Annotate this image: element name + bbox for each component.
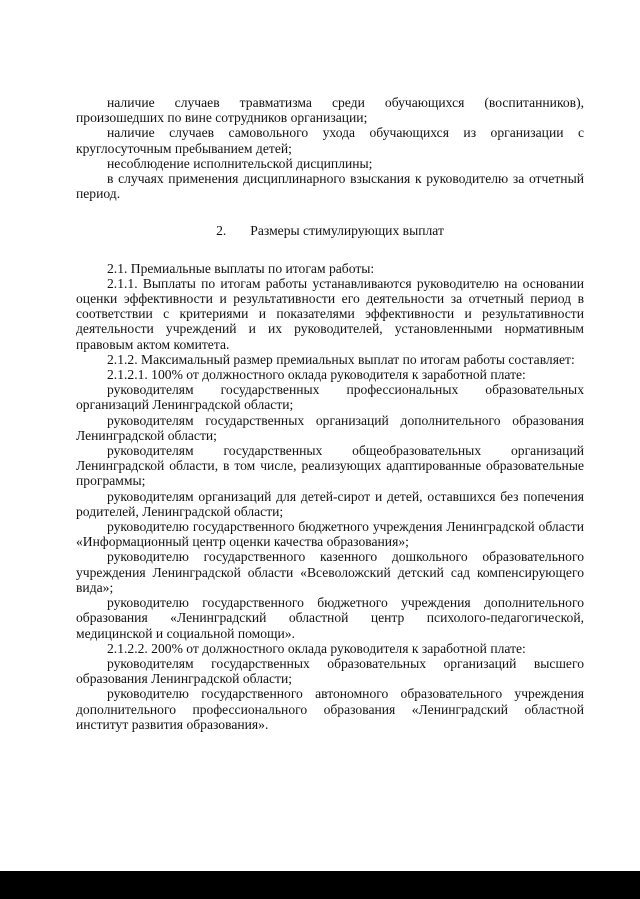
- section-heading: [76, 223, 584, 238]
- paragraph: руководителю государственного бюджетного учреждения дополнительного образования «Ленинградский областной центр психолого-педагогической, медицинской и социальной помощи».: [76, 595, 584, 641]
- document-body: [76, 95, 584, 732]
- scan-edge-bar: [0, 871, 640, 899]
- section-number: 2.: [216, 223, 227, 239]
- paragraph: руководителям организаций для детей-сирот и детей, оставшихся без попечения родителей, Ленинградской области;: [76, 488, 584, 519]
- paragraph: несоблюдение исполнительской дисциплины;: [107, 155, 373, 171]
- paragraph: руководителям государственных профессиональных образовательных организаций Ленинградской области;: [76, 382, 584, 413]
- paragraph: 2.1.2.2. 200% от должностного оклада руководителя к заработной плате:: [107, 640, 526, 656]
- paragraph: руководителю государственного автономного образовательного учреждения дополнительного профессионального образования «Ленинградский областной институт развития образования».: [76, 686, 584, 732]
- paragraph: 2.1.2. Максимальный размер премиальных выплат по итогам работы составляет:: [107, 351, 575, 367]
- paragraph: 2.1.2.1. 100% от должностного оклада руководителя к заработной плате:: [107, 367, 526, 383]
- paragraph: руководителям государственных общеобразовательных организаций Ленинградской области, в том числе, реализующих адаптированные образовательные программы;: [76, 443, 584, 489]
- paragraph: руководителю государственного бюджетного учреждения Ленинградской области «Информационный центр оценки качества образования»;: [76, 519, 584, 550]
- paragraph: руководителям государственных организаций дополнительного образования Ленинградской области;: [76, 412, 584, 443]
- paragraph: наличие случаев травматизма среди обучающихся (воспитанников), произошедших по вине сотрудников организации;: [76, 95, 584, 126]
- paragraph: в случаях применения дисциплинарного взыскания к руководителю за отчетный период.: [76, 171, 584, 202]
- paragraph: наличие случаев самовольного ухода обучающихся из организации с круглосуточным пребыванием детей;: [76, 125, 584, 156]
- paragraph: 2.1. Премиальные выплаты по итогам работы:: [107, 260, 375, 276]
- paragraph: 2.1.1. Выплаты по итогам работы устанавливаются руководителю на основании оценки эффективности и результативности его деятельности за отчетный период в соответствии с критериями и показателями эффективности и результативности деятельности учреждений и их руководителей, установленными нормативным правовым актом комитета.: [76, 275, 584, 352]
- section-title: Размеры стимулирующих выплат: [250, 223, 444, 239]
- paragraph: руководителю государственного казенного дошкольного образовательного учреждения Ленинградской области «Всеволожский детский сад компенсирующего вида»;: [76, 549, 584, 595]
- paragraph: руководителям государственных образовательных организаций высшего образования Ленинградской области;: [76, 655, 584, 687]
